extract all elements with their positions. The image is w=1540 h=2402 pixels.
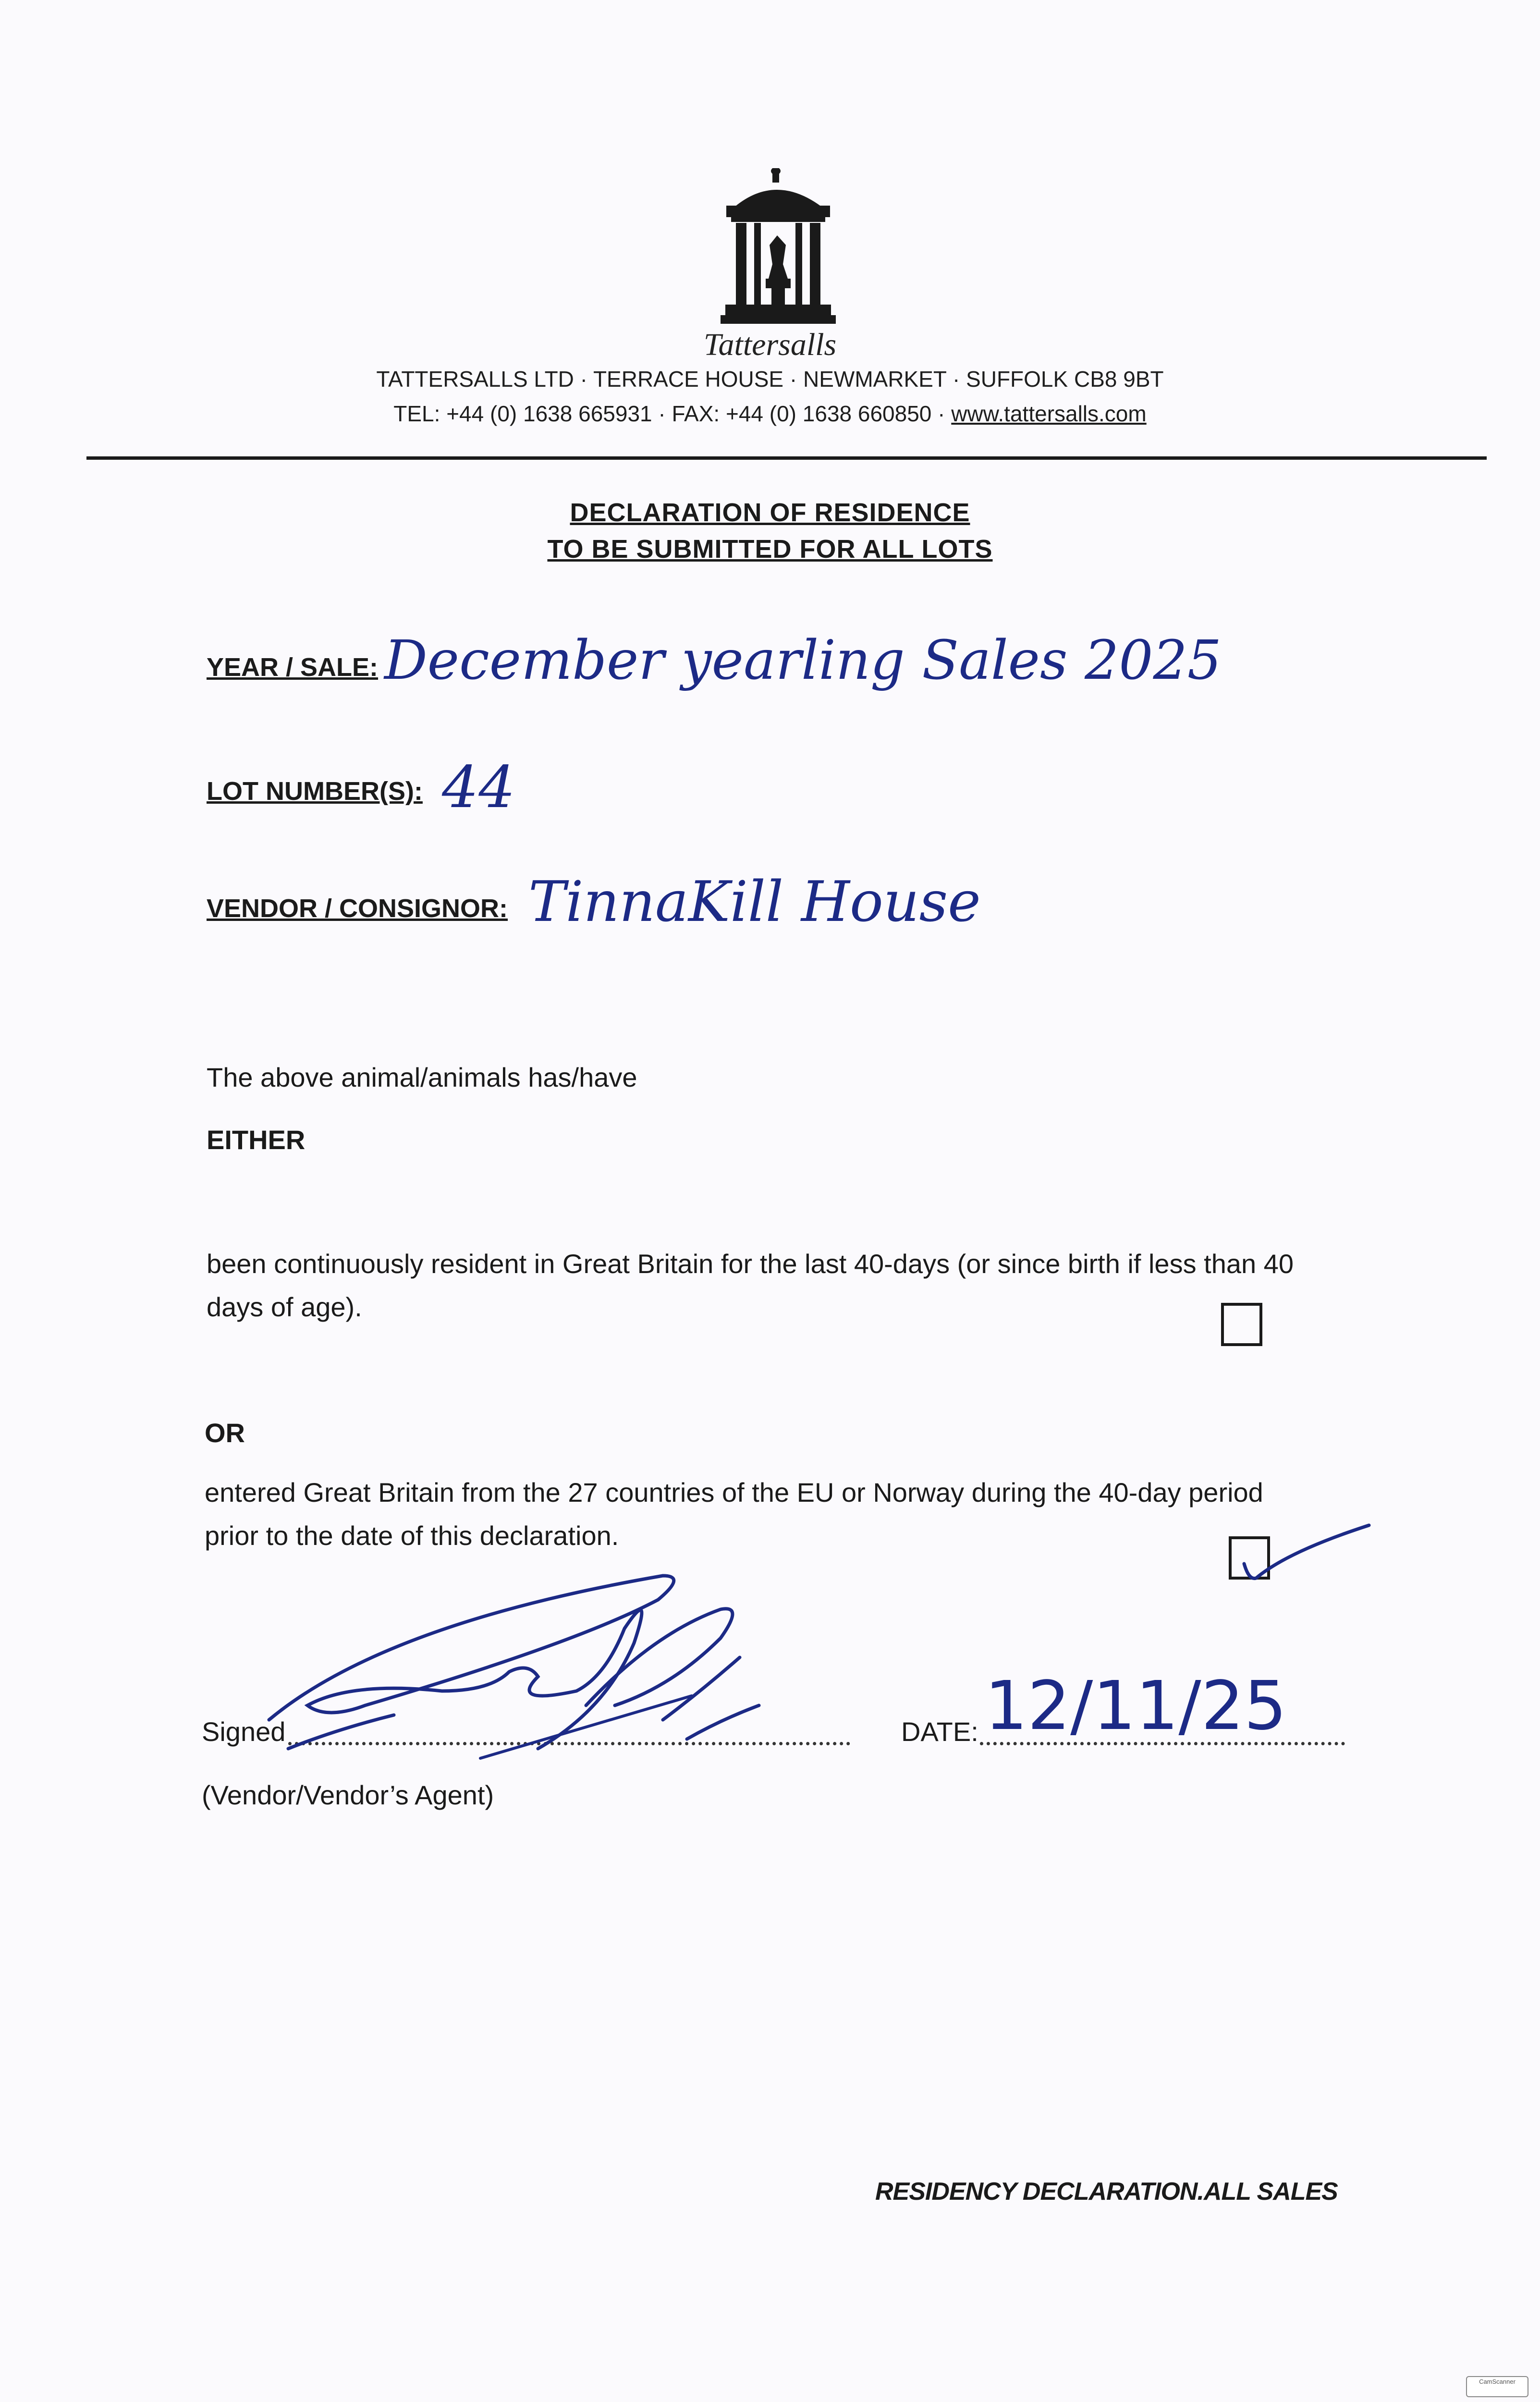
either-label: EITHER — [207, 1125, 306, 1155]
lot-number-label: LOT NUMBER(S): — [207, 777, 423, 806]
website-link[interactable]: www.tattersalls.com — [951, 401, 1147, 426]
declaration-intro: The above animal/animals has/have — [207, 1062, 637, 1092]
form-code: RESIDENCY DECLARATION.ALL SALES — [875, 2178, 1338, 2206]
option1-text-line1: been continuously resident in Great Britain for the last 40-days (or since birth if less than 40 — [207, 1249, 1294, 1279]
header-divider — [86, 456, 1487, 460]
option1-checkbox[interactable] — [1221, 1303, 1262, 1346]
option1-text-line2: days of age). — [207, 1292, 362, 1322]
lot-number-value: 44 — [442, 754, 515, 821]
scanner-badge: CamScanner — [1466, 2376, 1528, 2397]
option2-text-line1: entered Great Britain from the 27 countries of the EU or Norway during the 40-day period — [205, 1477, 1263, 1507]
rotunda-statue-logo-icon — [716, 168, 841, 327]
handwritten-signature — [240, 1547, 865, 1797]
form-title: DECLARATION OF RESIDENCE — [570, 498, 970, 527]
contact-line — [0, 401, 1540, 427]
year-sale-value: December yearling Sales 2025 — [384, 629, 1222, 692]
date-label: DATE: — [901, 1716, 978, 1747]
vendor-label: VENDOR / CONSIGNOR: — [207, 894, 508, 923]
option2-text-line2: prior to the date of this declaration. — [205, 1520, 619, 1551]
signed-label: Signed — [202, 1716, 286, 1747]
vendor-value: TinnaKill House — [528, 870, 981, 934]
date-value: 12/11/25 — [985, 1667, 1287, 1745]
or-label: OR — [205, 1418, 245, 1448]
checkmark-icon — [1230, 1518, 1374, 1595]
brand-name: Tattersalls — [703, 327, 837, 362]
phone-fax: TEL: +44 (0) 1638 665931 · FAX: +44 (0) 1638 660850 · — [393, 401, 952, 426]
company-address: TATTERSALLS LTD · TERRACE HOUSE · NEWMARKET · SUFFOLK CB8 9BT — [376, 367, 1164, 392]
year-sale-label: YEAR / SALE: — [207, 653, 379, 682]
signer-role: (Vendor/Vendor’s Agent) — [202, 1780, 494, 1810]
form-subtitle: TO BE SUBMITTED FOR ALL LOTS — [547, 535, 993, 564]
